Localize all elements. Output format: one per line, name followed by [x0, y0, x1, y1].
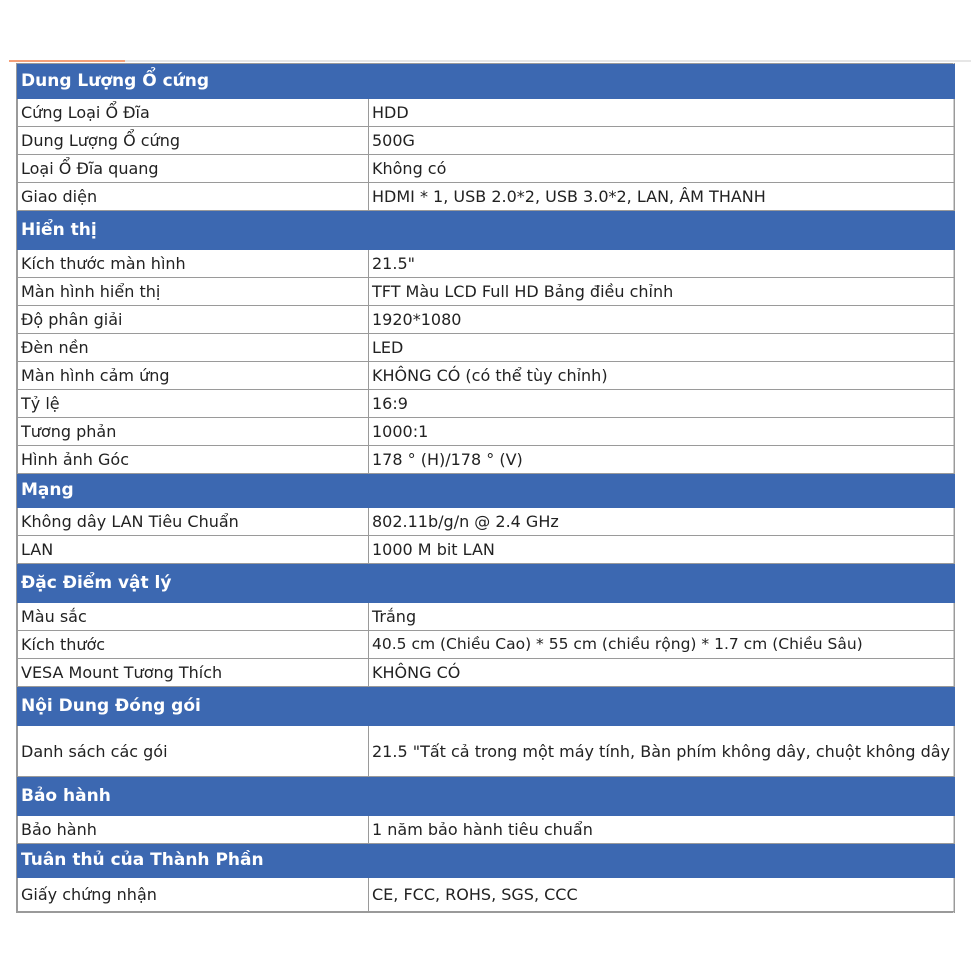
spec-row: [18, 99, 955, 127]
spec-label: Giấy chứng nhận: [18, 878, 369, 912]
spec-row: [18, 816, 955, 844]
spec-value: 40.5 cm (Chiều Cao) * 55 cm (chiều rộng) * 1.7 cm (Chiều Sâu): [369, 631, 955, 659]
spec-row: [18, 278, 955, 306]
spec-value: KHÔNG CÓ: [369, 659, 955, 687]
spec-row: [18, 250, 955, 278]
spec-label: Danh sách các gói: [18, 726, 369, 777]
spec-table: [17, 64, 955, 912]
spec-row: [18, 362, 955, 390]
spec-row: [18, 306, 955, 334]
spec-label: Cứng Loại Ổ Đĩa: [18, 99, 369, 127]
spec-label: Độ phân giải: [18, 306, 369, 334]
section-header: [18, 211, 955, 250]
section-title: Tuân thủ của Thành Phần: [18, 844, 955, 878]
section-title: Đặc Điểm vật lý: [18, 564, 955, 603]
spec-value: HDMI * 1, USB 2.0*2, USB 3.0*2, LAN, ÂM THANH: [369, 183, 955, 211]
spec-label: Bảo hành: [18, 816, 369, 844]
section-title: Mạng: [18, 474, 955, 508]
spec-row: [18, 536, 955, 564]
spec-row: [18, 878, 955, 912]
spec-label: Tương phản: [18, 418, 369, 446]
spec-row: [18, 726, 955, 777]
section-header: [18, 777, 955, 816]
spec-value: HDD: [369, 99, 955, 127]
spec-value: 21.5": [369, 250, 955, 278]
spec-value: 21.5 "Tất cả trong một máy tính, Bàn phím không dây, chuột không dây: [369, 726, 955, 777]
spec-row: [18, 390, 955, 418]
spec-label: Loại Ổ Đĩa quang: [18, 155, 369, 183]
spec-value: LED: [369, 334, 955, 362]
spec-value: KHÔNG CÓ (có thể tùy chỉnh): [369, 362, 955, 390]
spec-value: Không có: [369, 155, 955, 183]
spec-row: [18, 508, 955, 536]
spec-label: Dung Lượng Ổ cứng: [18, 127, 369, 155]
spec-label: Giao diện: [18, 183, 369, 211]
spec-row: [18, 446, 955, 474]
top-divider: [9, 60, 971, 62]
spec-value: TFT Màu LCD Full HD Bảng điều chỉnh: [369, 278, 955, 306]
spec-row: [18, 334, 955, 362]
spec-label: Không dây LAN Tiêu Chuẩn: [18, 508, 369, 536]
spec-value: 16:9: [369, 390, 955, 418]
section-title: Nội Dung Đóng gói: [18, 687, 955, 726]
section-title: Bảo hành: [18, 777, 955, 816]
spec-label: Kích thước màn hình: [18, 250, 369, 278]
section-header: [18, 474, 955, 508]
spec-label: Tỷ lệ: [18, 390, 369, 418]
section-header: [18, 844, 955, 878]
section-header: [18, 65, 955, 99]
spec-value: 1920*1080: [369, 306, 955, 334]
spec-value: 802.11b/g/n @ 2.4 GHz: [369, 508, 955, 536]
spec-row: [18, 155, 955, 183]
section-header: [18, 564, 955, 603]
spec-row: [18, 659, 955, 687]
section-title: Dung Lượng Ổ cứng: [18, 65, 955, 99]
spec-value: 1000:1: [369, 418, 955, 446]
spec-label: Màn hình cảm ứng: [18, 362, 369, 390]
section-header: [18, 687, 955, 726]
spec-label: LAN: [18, 536, 369, 564]
section-title: Hiển thị: [18, 211, 955, 250]
spec-row: [18, 631, 955, 659]
spec-value: 500G: [369, 127, 955, 155]
spec-value: CE, FCC, ROHS, SGS, CCC: [369, 878, 955, 912]
spec-value: Trắng: [369, 603, 955, 631]
spec-label: Màn hình hiển thị: [18, 278, 369, 306]
spec-value: 178 ° (H)/178 ° (V): [369, 446, 955, 474]
spec-row: [18, 418, 955, 446]
spec-label: Hình ảnh Góc: [18, 446, 369, 474]
spec-label: Đèn nền: [18, 334, 369, 362]
spec-row: [18, 127, 955, 155]
right-edge-panel: [953, 63, 971, 913]
spec-label: Kích thước: [18, 631, 369, 659]
spec-row: [18, 183, 955, 211]
spec-label: VESA Mount Tương Thích: [18, 659, 369, 687]
spec-value: 1000 M bit LAN: [369, 536, 955, 564]
top-accent-bar: [9, 60, 125, 62]
spec-value: 1 năm bảo hành tiêu chuẩn: [369, 816, 955, 844]
spec-row: [18, 603, 955, 631]
spec-label: Màu sắc: [18, 603, 369, 631]
